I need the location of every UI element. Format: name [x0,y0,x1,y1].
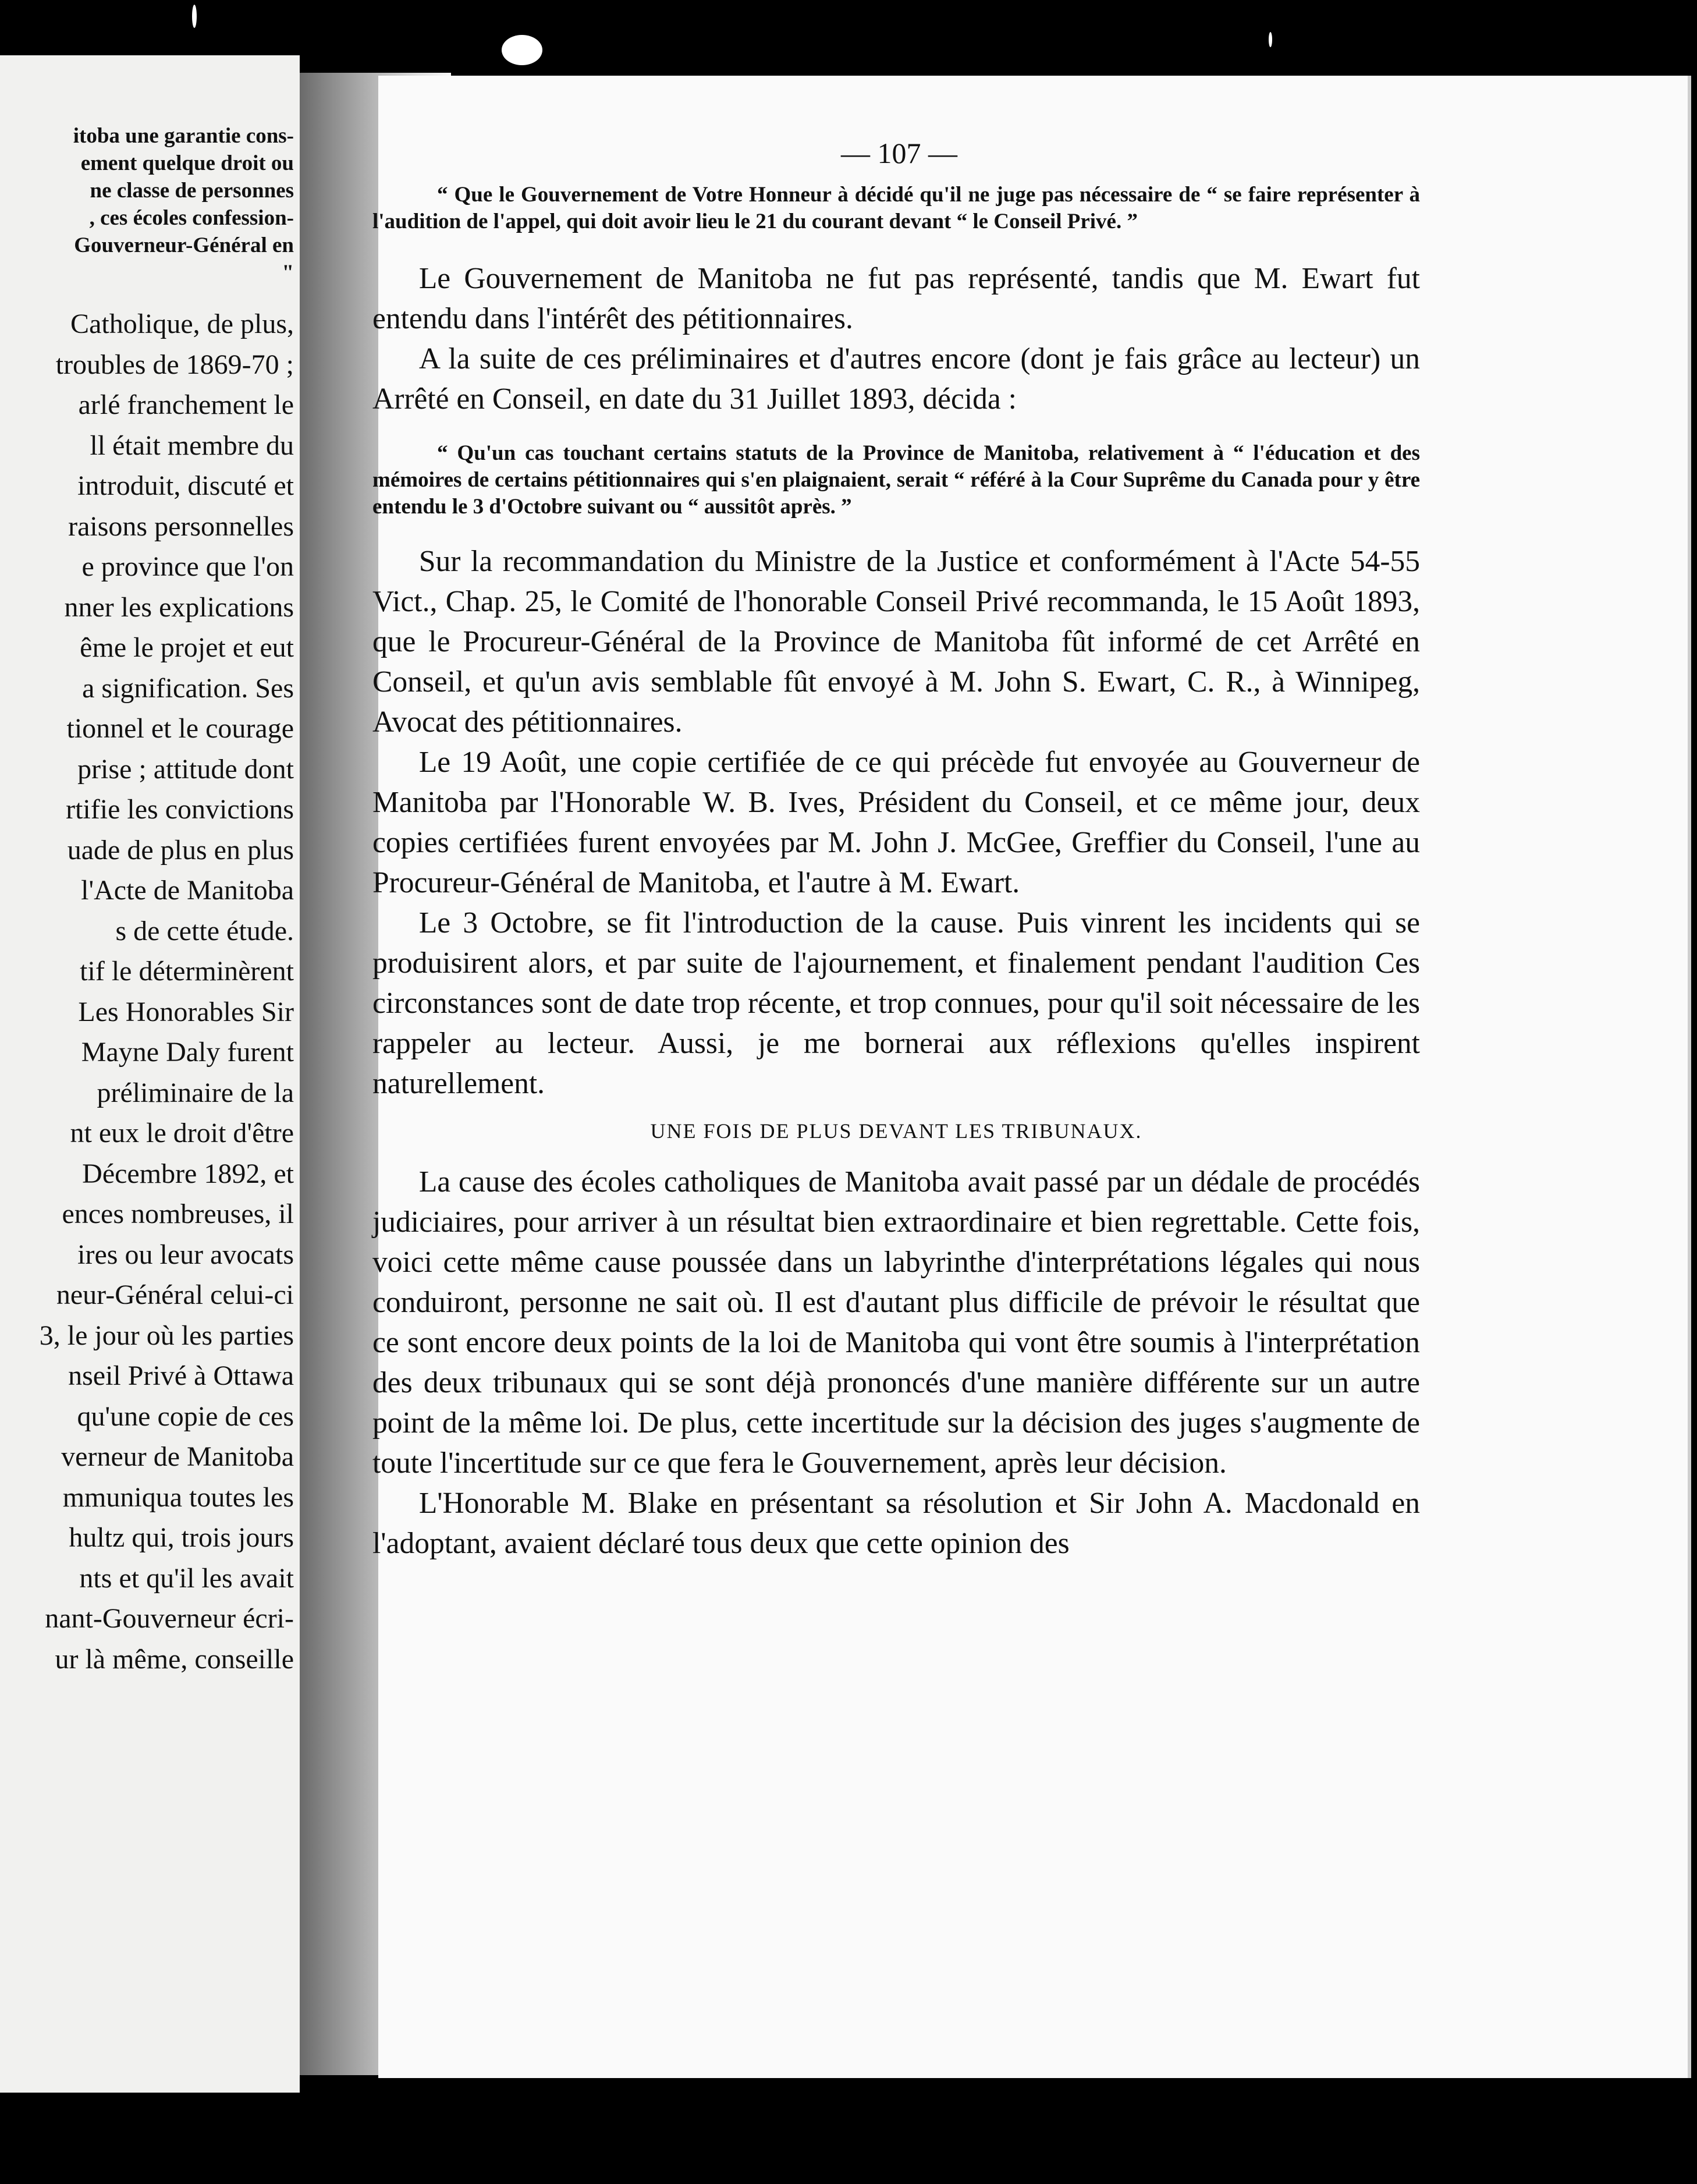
left-page-line: e province que l'on [81,551,294,582]
left-page-line: tionnel et le courage [66,713,294,744]
section-heading: UNE FOIS DE PLUS DEVANT LES TRIBUNAUX. [650,1119,1142,1143]
left-page-line: nner les explications [64,591,294,623]
left-page-line: prise ; attitude dont [77,753,294,785]
quote-text: “ Qu'un cas touchant certains statuts de la Province de Manitoba, relativement à “ l'éducation et des mémoires de certains pétitionnaires qui s'en plaignaient, serait “ référé à la Cour Suprême du Canada pour y être entendu le 3 d'Octobre suivant ou “ aussitôt après. ” [372,441,1420,519]
left-page-line: verneur de Manitoba [61,1441,294,1472]
paragraph: Le 19 Août, une copie certifiée de ce qui précède fut envoyée au Gouverneur de Manitoba par l'Honorable W. B. Ives, Président du Conseil, et ce même jour, deux copies certifiées furent envoyées par M. John J. McGee, Greffier du Conseil, l'une au Procureur-Général de Manitoba, et l'autre à M. Ewart. [372,746,1420,899]
left-page-line: Catholique, de plus, [70,309,294,339]
paragraph: L'Honorable M. Blake en présentant sa résolution et Sir John A. Macdonald en l'adoptant, avaient déclaré tous deux que cette opinion des [372,1487,1420,1560]
left-facing-page [0,55,300,2093]
left-page-line: ne classe de personnes [90,179,294,203]
quoted-order-excerpt [372,440,1420,520]
left-page-line: neur-Général celui-ci [56,1279,294,1310]
left-page-line: nt eux le droit d'être [70,1118,294,1148]
left-page-line: s de cette étude. [115,915,294,946]
left-page-line: Mayne Daly furent [81,1037,294,1068]
left-page-line: troubles de 1869-70 ; [55,349,294,380]
quoted-letter-excerpt [372,182,1420,235]
left-page-line: " [282,261,294,285]
left-page-line: Gouverneur-Général en [74,233,294,257]
left-page-line: rtifie les convictions [66,794,294,825]
left-page-line: nts et qu'il les avait [79,1562,294,1594]
left-page-line: nseil Privé à Ottawa [68,1360,294,1391]
left-page-line: nant-Gouverneur écri- [45,1603,294,1634]
left-page-line: raisons personnelles [68,510,294,542]
paragraph: Sur la recommandation du Ministre de la Justice et conformément à l'Acte 54-55 Vict., Chap. 25, le Comité de l'honorable Conseil Privé recommanda, le 15 Août 1893, que le Procureur-Général de la Province de Manitoba fût informé de cet Arrêté en Conseil, et qu'un avis semblable fût envoyé à M. John S. Ewart, C. R., à Winnipeg, Avocat des pétitionnaires. [372,545,1420,739]
scan-speck [502,35,542,65]
paragraph: Le 3 Octobre, se fit l'introduction de la cause. Puis vinrent les incidents qui se produisirent alors, et par suite de l'ajournement, et finalement pendant l'audition Ces circonstances sont de date trop récente, et trop connues, pour qu'il soit nécessaire de les rappeler au lecteur. Aussi, je me bornerai aux réflexions qu'elles inspirent naturellement. [372,906,1420,1100]
left-page-line: 3, le jour où les parties [39,1320,294,1351]
left-page-line: a signification. Ses [82,672,294,704]
left-page-line: introduit, discuté et [77,470,294,501]
page-number: — 107 — [841,137,957,169]
left-page-line: l'Acte de Manitoba [81,875,294,906]
left-page-line: ll était membre du [90,430,294,461]
left-page-line: qu'une copie de ces [77,1401,294,1432]
left-page-text [0,122,294,1679]
left-page-line: ement quelque droit ou [80,151,294,175]
left-page-line: mmuniqua toutes les [62,1481,294,1513]
paragraph: A la suite de ces préliminaires et d'autres encore (dont je fais grâce au lecteur) un Arrêté en Conseil, en date du 31 Juillet 1893, décida : [372,342,1420,416]
left-page-line: hultz qui, trois jours [69,1522,294,1553]
left-page-line: Les Honorables Sir [78,996,294,1027]
left-page-line: itoba une garantie cons- [73,124,294,148]
left-page-line: , ces écoles confession- [89,206,294,230]
left-page-line: ires ou leur avocats [77,1239,294,1270]
left-page-line: tif le déterminèrent [80,956,294,987]
left-page-line: uade de plus en plus [67,834,294,866]
page-content [372,133,1420,1563]
left-page-line: arlé franchement le [78,389,294,420]
left-page-line: ences nombreuses, il [62,1199,294,1229]
paragraph: Le Gouvernement de Manitoba ne fut pas représenté, tandis que M. Ewart fut entendu dans l'intérêt des pétitionnaires. [372,262,1420,335]
left-page-line: préliminaire de la [97,1077,294,1108]
left-page-line: Décembre 1892, et [82,1158,294,1189]
left-page-line: ur là même, conseille [55,1643,294,1675]
left-page-spacer [0,286,294,304]
scan-speck [192,5,197,28]
paragraph: La cause des écoles catholiques de Manitoba avait passé par un dédale de procédés judiciaires, pour arriver à un résultat bien extraordinaire et bien regrettable. Cette fois, voici cette même cause poussée dans un labyrinthe d'interprétations légales qui nous conduiront, personne ne sait où. Il est d'autant plus difficile de prévoir le résultat que ce sont encore deux points de la loi de Manitoba qui vont être soumis à l'interprétation des deux tribunaux qui se sont déjà prononcés d'une manière différente sur un autre point de la même loi. De plus, cette incertitude sur la décision des juges s'augmente de toute l'incertitude sur ce que fera le Gouvernement, après leur décision. [372,1165,1420,1480]
left-page-line: ême le projet et eut [80,632,294,663]
scan-speck [1269,32,1272,47]
quote-text: “ Que le Gouvernement de Votre Honneur à décidé qu'il ne juge pas nécessaire de “ se faire représenter à l'audition de l'appel, qui doit avoir lieu le 21 du courant devant “ le Conseil Privé. ” [372,183,1420,233]
